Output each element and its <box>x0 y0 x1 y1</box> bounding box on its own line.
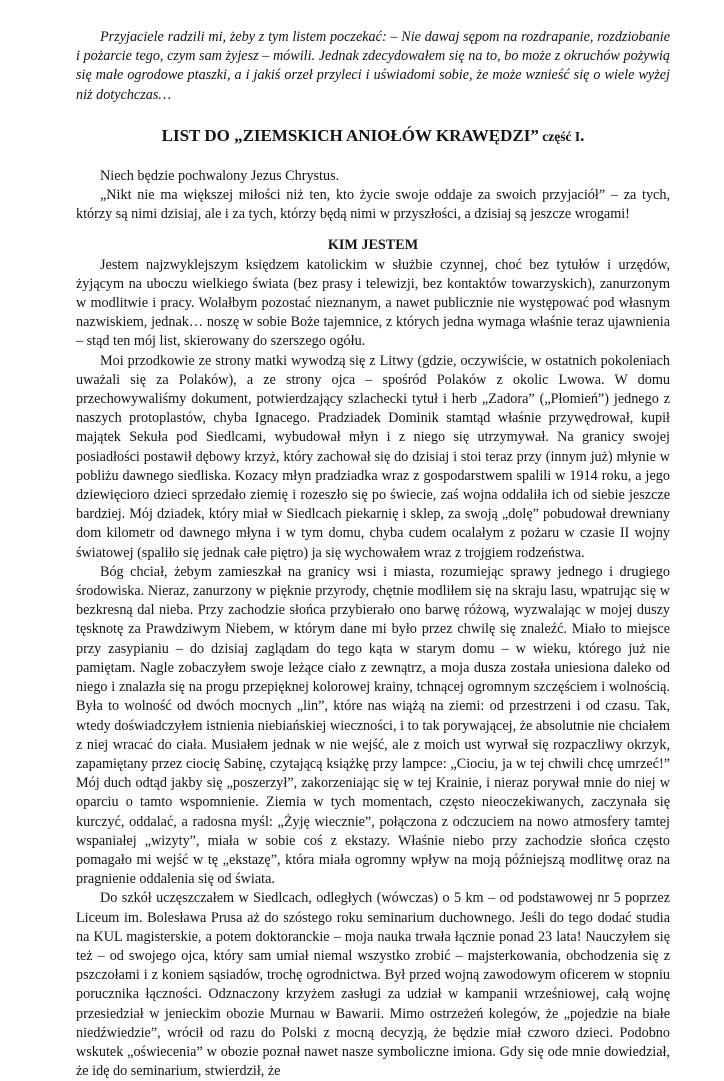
body-paragraph: Do szkół uczęszczałem w Siedlcach, odległych (wówczas) o 5 km – od podstawowej nr 5 poprzez Liceum im. Bolesława Prusa aż do szóstego roku seminarium duchownego. Jeśli do tego dodać studia na KUL magisterskie, a potem doktoranckie – moja nauka trwała łącznie ponad 23 lata! Nauczyłem się też – od swojego ojca, który sam umiał niemal wszystko zrobić – majsterkowania, obchodzenia się z pszczołami i z koniem sąsiadów, trochę ogrodnictwa. Był przed wojną zawodowym oficerem w stopniu porucznika łączności. Odznaczony krzyżem zasługi za udział w kampanii wrześniowej, całą wojnę przesiedział w jenieckim obozie Murnau w Bawarii. Mimo ostrzeżeń kolegów, że „pojedzie na białe niedźwiedzie”, wrócił od razu do Polski z mocną decyzją, że będzie miał czworo dzieci. Podobno wskutek „oświecenia” w obozie poznał nawet nasze symboliczne imiona. Gdy się ode mnie dowiedział, że idę do seminarium, stwierdził, że <box>76 890 670 1080</box>
body-paragraph: Bóg chciał, żebym zamieszkał na granicy wsi i miasta, rozumiejąc sprawy jednego i drugiego środowiska. Nieraz, zanurzony w pięknie przyrody, chętnie modliłem się na skraju lasu, wpatrując się w bezkresną dal nieba. Przy zachodzie słońca przybierało ono barwę różową, wyzwalając w mojej duszy tęsknotę za Prawdziwym Niebem, w którym dane mi było przez chwilę się znaleźć. Miało to miejsce przy zasypianiu – do dzisiaj zaglądam do tego kąta w starym domu – w wieku, którego już nie pamiętam. Nagle zobaczyłem swoje leżące ciało z zewnątrz, a moja dusza została uniesiona daleko od niego i znalazła się na progu przepięknej kolorowej krainy, tchnącej ogromnym szczęściem i wolnością. Była to wolność od dwóch mocnych „lin”, które nas wiążą na ziemi: od przestrzeni i od czasu. Tak, wtedy doświadczyłem istnienia niebiańskiej wieczności, i to tak porywającej, że absolutnie nie chciałem z niej wracać do ciała. Musiałem jednak w nie wejść, ale z moich ust wyrwał się rozpaczliwy okrzyk, zapamiętany przez ciocię Sabinę, czytającą książkę przy lampce: „Ciociu, ja w tej chwili chcę umrzeć!” Mój duch odtąd jakby się „poszerzył”, zakorzeniając się w tej Krainie, i nieraz porywał mnie do niej w oparciu o tamto wspomnienie. Ziemia w tych momentach, często nieoczekiwanych, zaczynała się kurczyć, oddalać, a radosna myśl: „Żyję wiecznie”, połączona z odczuciem na nowo atmosfery tamtej wspaniałej „wizyty”, miała w sobie coś z ekstazy. Właśnie niebo przy zachodzie słońca często pomagało mi wejść w tę „ekstazę”, która miała ogromny wpływ na moją późniejszą modlitwę oraz na pragnienie oddalenia się od świata. <box>76 563 670 888</box>
section-heading: KIM JESTEM <box>327 237 419 254</box>
letter-title <box>76 126 670 147</box>
body-paragraph: Moi przodkowie ze strony matki wywodzą się z Litwy (gdzie, oczywiście, w ostatnich pokoleniach uważali się za Polaków), a ze strony ojca – spośród Polaków z okolic Lwowa. W domu przechowywaliśmy dokument, potwierdzający szlachecki tytuł i herb „Zadora” („Płomień”) jednego z naszych protoplastów, chyba Ignacego. Pradziadek Dominik stamtąd właśnie przywędrował, kupił majątek Sekuła pod Siedlcami, wybudował młyn i z niego się utrzymywał. Na granicy swojej posiadłości postawił dębowy krzyż, który zachował się do dzisiaj i stoi teraz przy (innym już) młynie w pobliżu dawnego siedliska. Kozacy młyn pradziadka wraz z gospodarstwem spalili w 1914 roku, a jego dziewięcioro dzieci sprzedało ziemię i rozeszło się po świecie, zaś wojna oddaliła ich od siebie jeszcze bardziej. Mój dziadek, który miał w Siedlcach piekarnię i sklep, za swoją „dolę” pobudował drewniany dom kilometr od dawnego młyna i w tym domu, chyba cudem ocalałym z pożaru w czasie II wojny światowej (spaliło się jednak całe piętro) ja się wychowałem wraz z trojgiem rodzeństwa. <box>76 352 670 561</box>
title-part: część I <box>538 128 581 144</box>
quote-paragraph: „Nikt nie ma większej miłości niż ten, kto życie swoje oddaje za swoich przyjaciół” – za tych, którzy są nimi dzisiaj, ale i za tych, którzy będą nimi w przyszłości, a dzisiaj są jeszcze wrogami! <box>76 187 670 223</box>
title-dot: . <box>580 125 585 145</box>
intro-paragraph: Przyjaciele radzili mi, żeby z tym listem poczekać: – Nie dawaj sępom na rozdrapanie, rozdziobanie i pożarcie tego, czym sam żyjesz – mówili. Jednak zdecydowałem się na to, bo może z okruchów pożywią się małe ogrodowe ptaszki, a i jakiś orzeł przyleci i uświadomi sobie, że może wznieść się o wiele wyżej niż dotychczas… <box>76 29 670 103</box>
greeting-line: Niech będzie pochwalony Jezus Chrystus. <box>100 167 340 184</box>
body-paragraph: Jestem najzwyklejszym księdzem katolickim w służbie czynnej, choć bez tytułów i urzędów, żyjącym na uboczu wielkiego świata (bez prasy i telewizji, bez kontaktów towarzyskich), zanurzonym w modlitwie i pracy. Wolałbym pozostać nieznanym, a nawet publicznie nie występować pod własnym nazwiskiem, jednak… noszę w sobie Boże tajemnice, z których jedna wymaga właśnie teraz ujawnienia – stąd ten mój list, skierowany do szerszego ogółu. <box>76 256 670 350</box>
title-main: LIST DO „ZIEMSKICH ANIOŁÓW KRAWĘDZI” <box>161 125 539 145</box>
